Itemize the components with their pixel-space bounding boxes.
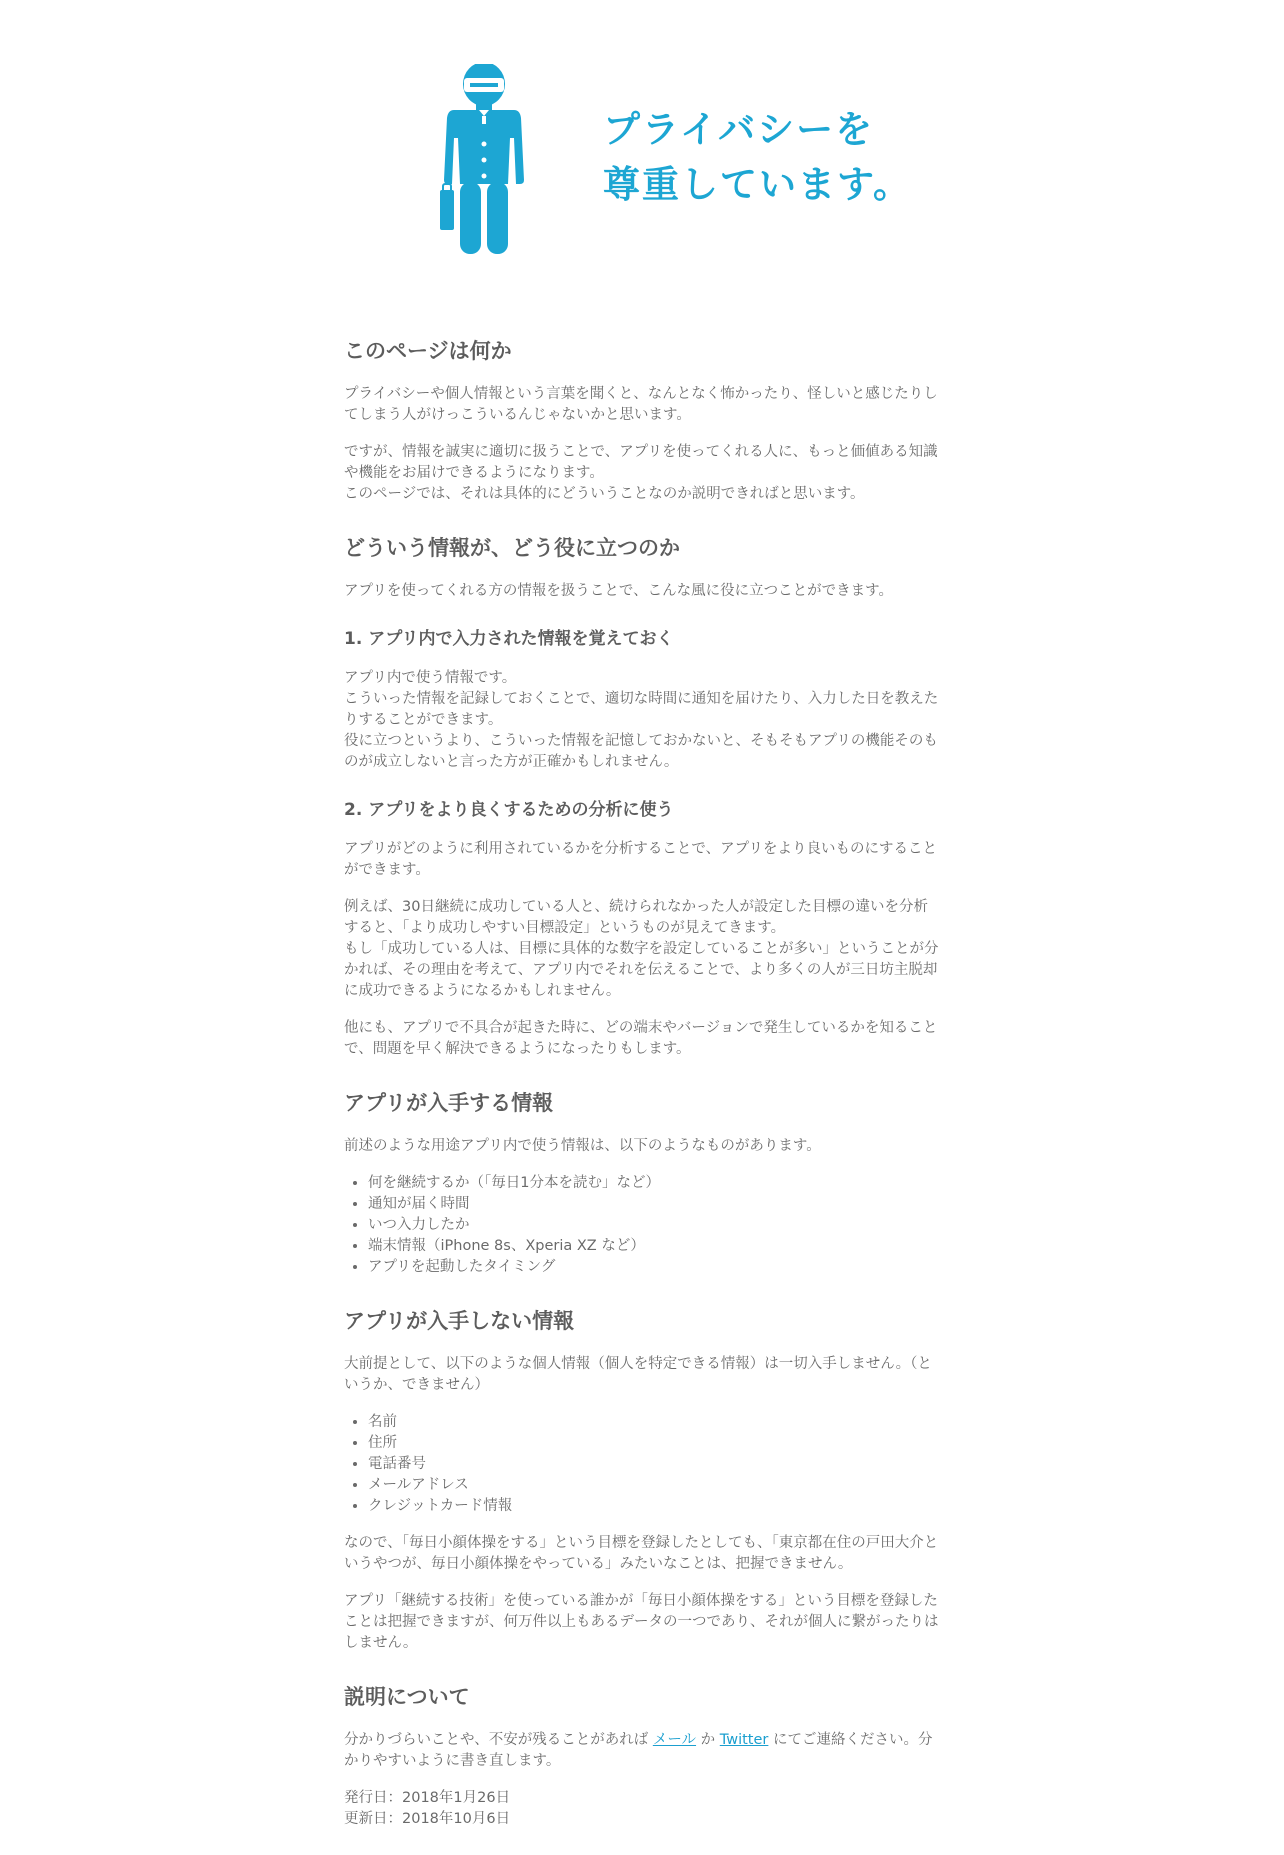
list-item: • 名前 [368,1412,940,1433]
section-title-contact: 説明について [344,1685,470,1709]
mail-link[interactable]: メール [652,1732,697,1748]
subsection-2-paragraph-1: アプリがどのように利用されているかを分析することで、アプリをより良いものにすることができます。 [344,841,938,878]
what-paragraph-1: プライバシーや個人情報という言葉を聞くと、なんとなく怖かったり、怪しいと感じたりしてしまう人がけっこういるんじゃないかと思います。 [344,386,938,423]
not-collect-list [344,1412,940,1517]
subsection-2-paragraph-2-line-1: 例えば、30日継続に成功している人と、続けられなかった人が設定した目標の違いを分析すると、「より成功しやすい目標設定」というものが見えてきます。 [344,899,928,936]
contact-text-before: 分かりづらいことや、不安が残ることがあれば [344,1732,653,1748]
list-item: • 住所 [368,1433,940,1454]
list-item: • いつ入力したか [368,1215,940,1236]
contact-paragraph [344,1730,940,1772]
contact-text-after: にてご連絡ください。分かりやすいように書き直します。 [344,1732,933,1769]
subsection-2-paragraph-2 [344,897,940,1002]
contact-text-between: か [696,1732,720,1748]
updated-date: 更新日：2018年10月6日 [344,1811,511,1827]
collect-intro: 前述のような用途アプリ内で使う情報は、以下のようなものがあります。 [344,1138,821,1154]
section-title-how: どういう情報が、どう役に立つのか [344,536,680,560]
list-item: • アプリを起動したタイミング [368,1257,940,1278]
what-paragraph-2-line-2: このページでは、それは具体的にどういうことなのか説明できればと思います。 [344,486,865,502]
collect-list [344,1173,940,1278]
businessman-icon [440,64,528,256]
subsection-1-paragraph [344,668,940,773]
not-collect-paragraph-2: アプリ「継続する技術」を使っている誰かが「毎日小顔体操をする」という目標を登録したことは把握できますが、何万件以上もあるデータの一つであり、それが個人に繋がったりはしません。 [344,1593,939,1651]
subsection-1-line-3: 役に立つというより、こういった情報を記憶しておかないと、そもそもアプリの機能そのものが成立しないと言った方が正確かもしれません。 [344,733,938,770]
subsection-title-1: 1. アプリ内で入力された情報を覚えておく [344,629,674,649]
list-item: • メールアドレス [368,1475,940,1496]
how-intro: アプリを使ってくれる方の情報を扱うことで、こんな風に役に立つことができます。 [344,583,893,599]
subsection-2-paragraph-3: 他にも、アプリで不具合が起きた時に、どの端末やバージョンで発生しているかを知ることで、問題を早く解決できるようになったりもします。 [344,1020,938,1057]
subsection-1-line-1: アプリ内で使う情報です。 [344,670,517,686]
section-title-what: このページは何か [344,339,512,363]
subsection-2-paragraph-2-line-2: もし「成功している人は、目標に具体的な数字を設定していることが多い」ということが分かれば、その理由を考えて、アプリ内でそれを伝えることで、より多くの人が三日坊主脱却に成功できるようになるかもしれません。 [344,941,939,999]
hero-headline [603,102,963,212]
dates [344,1788,940,1830]
twitter-link[interactable]: Twitter [719,1732,769,1748]
section-title-not-collect: アプリが入手しない情報 [344,1309,575,1333]
hero-banner [0,0,1284,300]
not-collect-intro: 大前提として、以下のような個人情報（個人を特定できる情報）は一切入手しません。（というか、できません） [344,1356,932,1393]
hero-headline-line2: 尊重しています。 [603,163,913,206]
list-item: • 何を継続するか（「毎日1分本を読む」など） [368,1173,940,1194]
subsection-1-line-2: こういった情報を記録しておくことで、適切な時間に通知を届けたり、入力した日を教えたりすることができます。 [344,691,939,728]
list-item: • 通知が届く時間 [368,1194,940,1215]
not-collect-paragraph-1: なので、「毎日小顔体操をする」という目標を登録したとしても、「東京都在住の戸田大介というやつが、毎日小顔体操をやっている」みたいなことは、把握できません。 [344,1535,939,1572]
section-title-collect: アプリが入手する情報 [344,1091,554,1115]
published-date: 発行日：2018年1月26日 [344,1790,511,1806]
list-item: • クレジットカード情報 [368,1496,940,1517]
list-item: • 端末情報（iPhone 8s、Xperia XZ など） [368,1236,940,1257]
what-paragraph-2 [344,442,940,505]
list-item: • 電話番号 [368,1454,940,1475]
what-paragraph-2-line-1: ですが、情報を誠実に適切に扱うことで、アプリを使ってくれる人に、もっと価値ある知識や機能をお届けできるようになります。 [344,444,938,481]
subsection-title-2: 2. アプリをより良くするための分析に使う [344,800,674,820]
hero-headline-line1: プライバシーを [603,108,875,151]
privacy-content [344,336,940,1846]
